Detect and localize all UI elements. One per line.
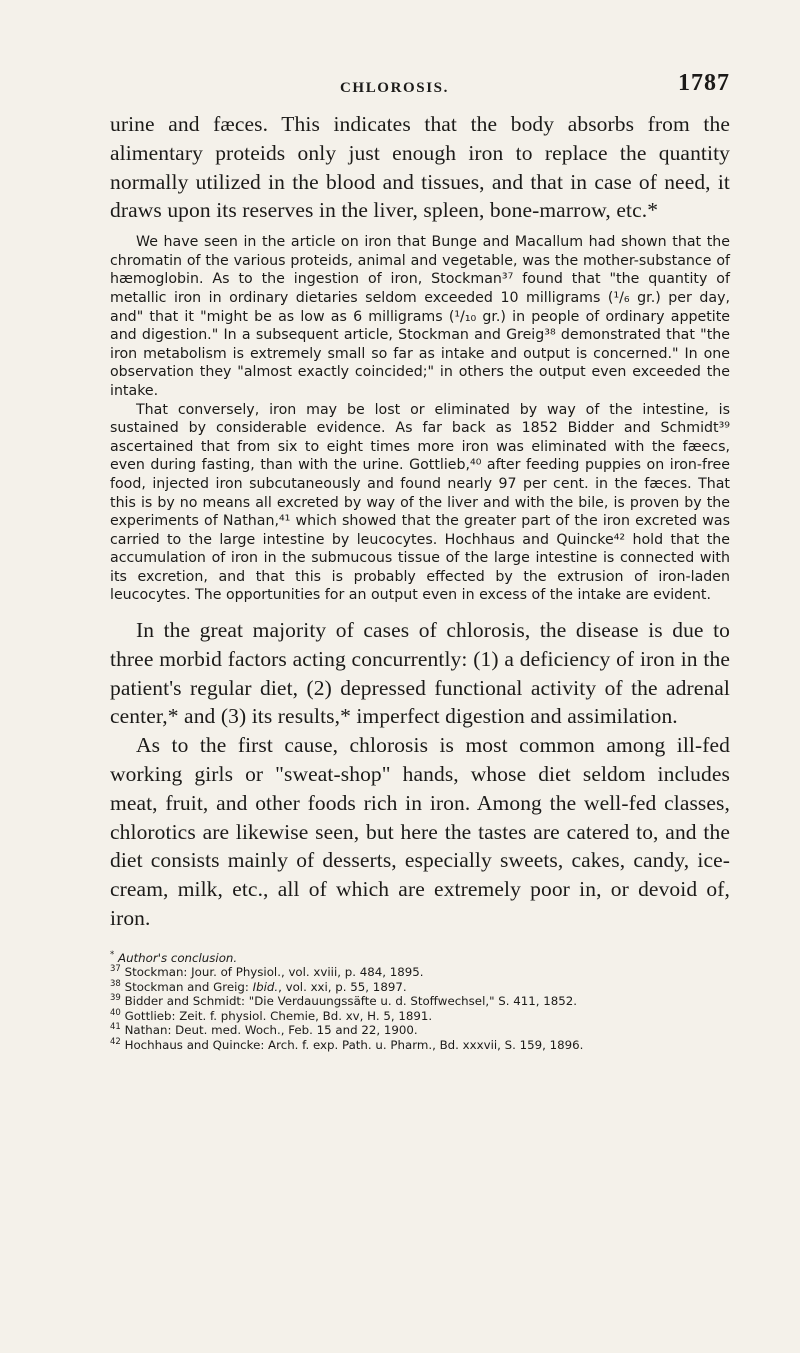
footnotes — [110, 951, 730, 1053]
footnote-mark: 40 — [110, 1007, 121, 1018]
footnote-italic: Ibid. — [252, 979, 279, 994]
footnote-mark: 41 — [110, 1022, 121, 1033]
quote-paragraph-1: We have seen in the article on iron that Bunge and Macallum had shown that the chromatin of the various proteids, animal and vegetable, was the mother-substance of hæmoglobin. As to the ingestion of iron, Stockman³⁷ found that "the quantity of metallic iron in ordinary dietaries seldom exceeded 10 milligrams (¹/₆ gr.) per day, and" that it "might be as low as 6 milligrams (¹/₁₀ gr.) in people of ordinary appetite and digestion." In a subsequent article, Stockman and Greig³⁸ demonstrated that "the iron metabolism is extremely small so far as intake and output is concerned." In one observation they "almost exactly coincided;" in others the output even exceeded the intake. — [110, 234, 730, 399]
footnote-text: Gottlieb: Zeit. f. physiol. Chemie, Bd. xv, H. 5, 1891. — [124, 1008, 433, 1023]
main-paragraph-1: In the great majority of cases of chlorosis, the disease is due to three morbid factors acting concurrently: (1) a deficiency of iron in the patient's regular diet, (2) depressed functional activity of the adrenal center,* and (3) its results,* imperfect digestion and assimilation. — [110, 618, 730, 729]
footnote-author — [110, 951, 730, 966]
footnote-37 — [110, 965, 730, 980]
footnote-text: Hochhaus and Quincke: Arch. f. exp. Path. u. Pharm., Bd. xxxvii, S. 159, 1896. — [124, 1037, 584, 1052]
quoted-passage — [110, 233, 730, 605]
footnote-mark: 42 — [110, 1036, 121, 1047]
footnote-41 — [110, 1023, 730, 1038]
footnote-mark: 39 — [110, 993, 121, 1004]
footnote-italic: Author's conclusion. — [118, 950, 238, 965]
footnote-mark: 38 — [110, 978, 121, 989]
footnote-text: Bidder and Schmidt: "Die Verdauungssäfte u. d. Stoffwechsel," S. 411, 1852. — [124, 994, 578, 1009]
footnote-42 — [110, 1038, 730, 1053]
footnote-39 — [110, 994, 730, 1009]
main-text — [110, 616, 730, 933]
intro-paragraph — [110, 110, 730, 225]
footnote-text: , vol. xxi, p. 55, 1897. — [278, 979, 407, 994]
page-number: 1787 — [678, 70, 730, 96]
intro-text: urine and fæces. This indicates that the body absorbs from the alimentary proteids only just enough iron to replace the quantity normally utilized in the blood and tissues, and that in case of need, it draws upon its reserves in the liver, spleen, bone-marrow, etc.* — [110, 112, 730, 223]
footnote-40 — [110, 1009, 730, 1024]
footnote-38 — [110, 980, 730, 995]
footnote-text-before: Stockman and Greig: — [124, 979, 253, 994]
main-paragraph-2: As to the first cause, chlorosis is most common among ill-fed working girls or "sweat-shop" hands, whose diet seldom includes meat, fruit, and other foods rich in iron. Among the well-fed classes, chlorotics are likewise seen, but here the tastes are catered to, and the diet consists mainly of desserts, especially sweets, cakes, candy, ice-cream, milk, etc., all of which are extremely poor in, or devoid of, iron. — [110, 733, 730, 931]
page-header — [110, 0, 730, 110]
footnote-text: Stockman: Jour. of Physiol., vol. xviii, p. 484, 1895. — [124, 965, 424, 980]
book-page — [110, 0, 730, 1052]
footnote-mark: 37 — [110, 964, 121, 975]
footnote-text: Nathan: Deut. med. Woch., Feb. 15 and 22, 1900. — [124, 1023, 418, 1038]
quote-paragraph-2: That conversely, iron may be lost or eliminated by way of the intestine, is sustained by considerable evidence. As far back as 1852 Bidder and Schmidt³⁹ ascertained that from six to eight times more iron was eliminated with the fæecs, even during fasting, than with the urine. Gottlieb,⁴⁰ after feeding puppies on iron-free food, injected iron subcutaneously and found nearly 97 per cent. in the fæces. That this is by no means all excreted by way of the liver and with the bile, is proven by the experiments of Nathan,⁴¹ which showed that the greater part of the iron excreted was carried to the large intestine by leucocytes. Hochhaus and Quincke⁴² hold that the accumulation of iron in the submucous tissue of the large intestine is connected with its excretion, and that this is probably effected by the extrusion of iron-laden leucocytes. The opportunities for an output even in excess of the intake are evident. — [110, 401, 730, 604]
running-title: CHLOROSIS. — [340, 80, 449, 96]
footnote-mark: * — [110, 949, 115, 960]
